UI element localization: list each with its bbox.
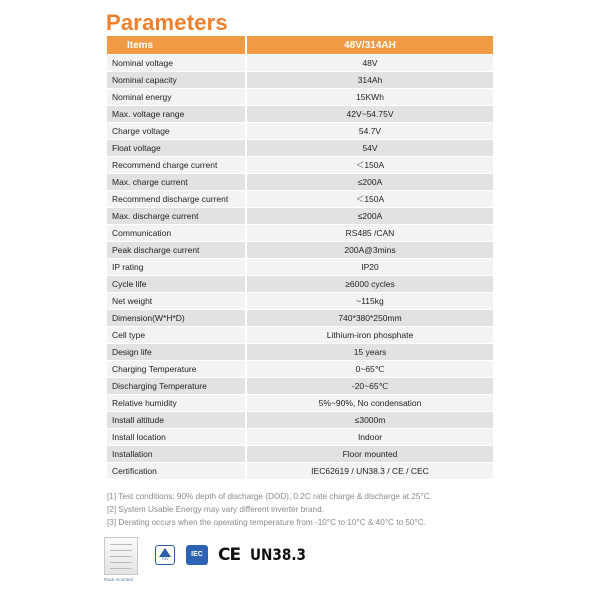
table-header-row [107, 36, 493, 54]
row-value: ≤200A [247, 208, 493, 224]
table-row [107, 276, 493, 292]
row-value: ＜150A [247, 191, 493, 207]
row-label: Charging Temperature [107, 361, 247, 377]
row-label: Certification [107, 463, 247, 479]
row-label: Communication [107, 225, 247, 241]
row-value: 54V [247, 140, 493, 156]
row-value: 740*380*250mm [247, 310, 493, 326]
row-label: Cell type [107, 327, 247, 343]
row-value: 314Ah [247, 72, 493, 88]
table-row [107, 208, 493, 224]
table-row [107, 344, 493, 360]
row-value: 15 years [247, 344, 493, 360]
row-label: Recommend discharge current [107, 191, 247, 207]
table-row [107, 191, 493, 207]
row-label: Recommend charge current [107, 157, 247, 173]
table-row [107, 361, 493, 377]
table-row [107, 140, 493, 156]
table-body [107, 55, 493, 479]
table-row [107, 242, 493, 258]
row-label: Nominal energy [107, 89, 247, 105]
row-label: Max. voltage range [107, 106, 247, 122]
row-label: Relative humidity [107, 395, 247, 411]
row-label: Discharging Temperature [107, 378, 247, 394]
row-label: Charge voltage [107, 123, 247, 139]
table-row [107, 327, 493, 343]
footnotes [107, 490, 507, 529]
table-row [107, 225, 493, 241]
header-model: 48V/314AH [247, 36, 493, 54]
row-value: 48V [247, 55, 493, 71]
row-label: Peak discharge current [107, 242, 247, 258]
page-title: Parameters [106, 10, 228, 35]
row-value: 5%~90%, No condensation [247, 395, 493, 411]
row-value: Lithium-iron phosphate [247, 327, 493, 343]
row-value: 15KWh [247, 89, 493, 105]
row-label: IP rating [107, 259, 247, 275]
row-label: Max. charge current [107, 174, 247, 190]
parameters-table [107, 35, 493, 480]
product-image [104, 537, 138, 575]
un38-3-certification-icon: UN38.3 [250, 545, 306, 564]
row-value: ≥6000 cycles [247, 276, 493, 292]
row-label: Net weight [107, 293, 247, 309]
iec-certification-icon: IEC [186, 545, 208, 565]
row-label: Install location [107, 429, 247, 445]
row-label: Design life [107, 344, 247, 360]
tuv-label: TÜV [161, 557, 169, 561]
row-value: 0~65℃ [247, 361, 493, 377]
row-label: Max. discharge current [107, 208, 247, 224]
row-label: Nominal voltage [107, 55, 247, 71]
row-value: 54.7V [247, 123, 493, 139]
row-value: RS485 /CAN [247, 225, 493, 241]
row-value: Indoor [247, 429, 493, 445]
product-label: Rack mounted [104, 577, 134, 582]
footnote: [3] Derating occurs when the operating temperature from -10°C to 10°C & 40°C to 50°C. [107, 518, 426, 527]
row-label: Installation [107, 446, 247, 462]
table-row [107, 446, 493, 462]
table-row [107, 310, 493, 326]
row-value: ~115kg [247, 293, 493, 309]
ce-mark-icon: CE [218, 545, 241, 565]
table-row [107, 463, 493, 479]
row-label: Install altitude [107, 412, 247, 428]
table-row [107, 55, 493, 71]
table-row [107, 259, 493, 275]
row-value: -20~65℃ [247, 378, 493, 394]
row-label: Cycle life [107, 276, 247, 292]
row-value: ≤3000m [247, 412, 493, 428]
tuv-certification-icon [155, 545, 175, 565]
table-row [107, 412, 493, 428]
header-items: Items [107, 36, 247, 54]
table-row [107, 429, 493, 445]
row-value: IP20 [247, 259, 493, 275]
row-label: Dimension(W*H*D) [107, 310, 247, 326]
table-row [107, 174, 493, 190]
table-row [107, 72, 493, 88]
table-row [107, 293, 493, 309]
row-label: Nominal capacity [107, 72, 247, 88]
row-label: Float voltage [107, 140, 247, 156]
row-value: ≤200A [247, 174, 493, 190]
row-value: 42V~54.75V [247, 106, 493, 122]
footnote: [1] Test conditions: 90% depth of discharge (DOD), 0.2C rate charge & discharge at 25°C. [107, 492, 432, 501]
row-value: ＜150A [247, 157, 493, 173]
table-row [107, 157, 493, 173]
table-row [107, 123, 493, 139]
table-row [107, 89, 493, 105]
row-value: Floor mounted [247, 446, 493, 462]
table-row [107, 395, 493, 411]
row-value: IEC62619 / UN38.3 / CE / CEC [247, 463, 493, 479]
row-value: 200A@3mins [247, 242, 493, 258]
footnote: [2] System Usable Energy may vary different inverter brand. [107, 505, 324, 514]
table-row [107, 378, 493, 394]
table-row [107, 106, 493, 122]
